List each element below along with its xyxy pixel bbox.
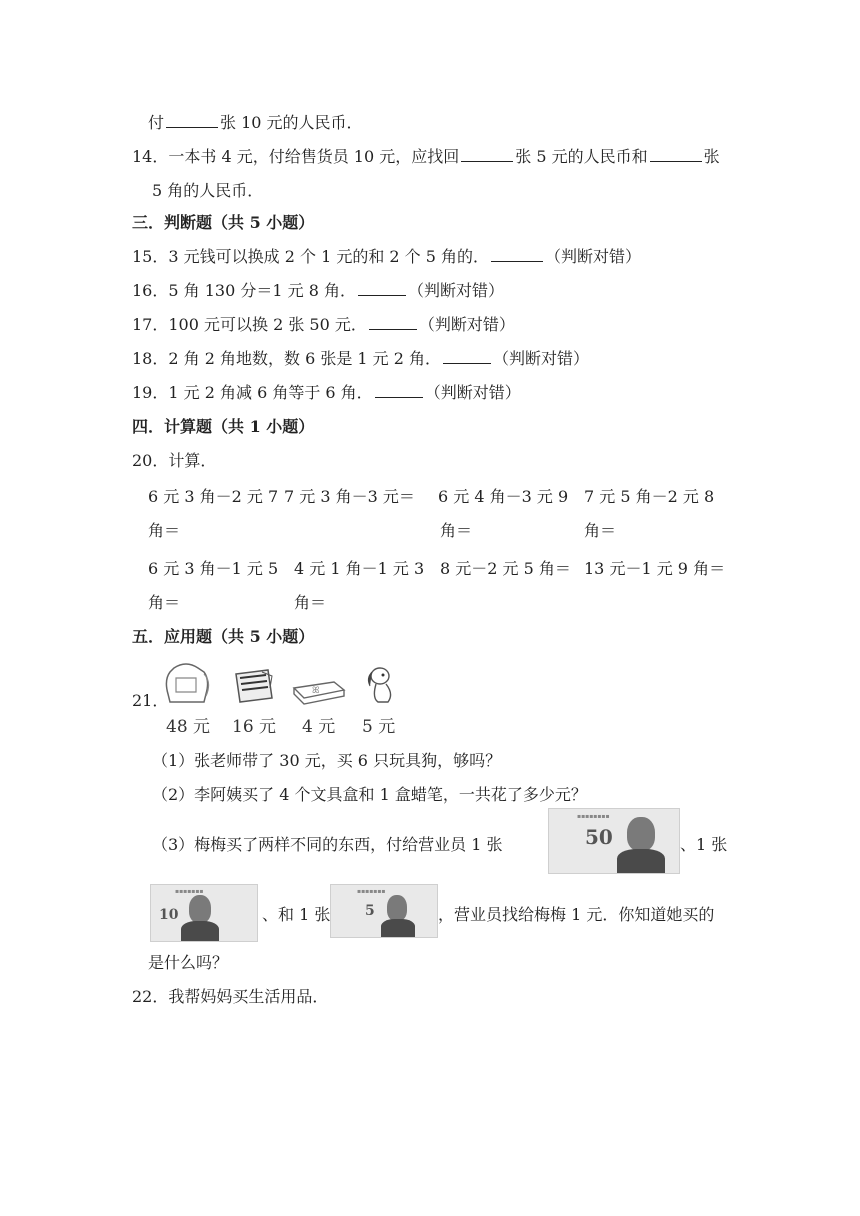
section-3-title: 三．判断题（共 5 小题）	[132, 213, 315, 232]
question-17: 17．100 元可以换 2 张 50 元． （判断对错）	[132, 315, 515, 334]
calc-4-wrap: 角＝	[584, 521, 617, 540]
calc-2: 7 元 3 角－3 元＝	[284, 487, 415, 506]
q16-blank[interactable]	[358, 281, 406, 296]
q21-sub-3-a: （3）梅梅买了两样不同的东西，付给营业员 1 张	[152, 835, 503, 854]
q18-blank[interactable]	[443, 349, 491, 364]
q21-sub-1: （1）张老师带了 30 元，买 6 只玩具狗，够吗？	[152, 751, 502, 770]
price-toy-dog: 5 元	[362, 717, 396, 737]
calc-1: 6 元 3 角－2 元 7	[148, 487, 279, 506]
question-15: 15．3 元钱可以换成 2 个 1 元的和 2 个 5 角的． （判断对错）	[132, 247, 642, 266]
q21-sub-3-e: 是什么吗？	[148, 953, 229, 972]
q19-blank[interactable]	[375, 383, 423, 398]
q17-blank[interactable]	[369, 315, 417, 330]
q13-answer-blank[interactable]	[166, 113, 218, 128]
backpack-icon	[160, 662, 212, 706]
calc-8: 13 元－1 元 9 角＝	[584, 559, 726, 578]
section-5-title: 五．应用题（共 5 小题）	[132, 627, 315, 646]
question-21-number: 21．	[132, 691, 169, 710]
section-4-title: 四．计算题（共 1 小题）	[132, 417, 315, 436]
banknote-10-image: ▪▪▪▪▪▪▪ 10	[150, 884, 258, 942]
q13-tail: 付 张 10 元的人民币．	[148, 113, 363, 132]
calc-5: 6 元 3 角－1 元 5	[148, 559, 279, 578]
banknote-50-image: ▪▪▪▪▪▪▪▪ 50	[548, 808, 680, 874]
pencil-case-icon	[232, 668, 276, 706]
calc-7: 8 元－2 元 5 角＝	[440, 559, 571, 578]
calc-3: 6 元 4 角－3 元 9	[438, 487, 569, 506]
calc-5-wrap: 角＝	[148, 593, 181, 612]
question-14: 14．一本书 4 元，付给售货员 10 元，应找回 张 5 元的人民币和 张	[132, 147, 720, 166]
price-pencil-case: 16 元	[232, 717, 277, 737]
price-crayons: 4 元	[302, 717, 336, 737]
toy-dog-icon	[364, 664, 398, 706]
q21-sub-3-c: 、和 1 张	[262, 905, 331, 924]
q15-blank[interactable]	[491, 247, 543, 262]
calc-6: 4 元 1 角－1 元 3	[294, 559, 425, 578]
calc-1-wrap: 角＝	[148, 521, 181, 540]
q14-blank-2[interactable]	[650, 147, 702, 162]
question-16: 16．5 角 130 分＝1 元 8 角． （判断对错）	[132, 281, 504, 300]
q14-blank-1[interactable]	[461, 147, 513, 162]
banknote-5-image: ▪▪▪▪▪▪▪ 5	[330, 884, 438, 938]
calc-3-wrap: 角＝	[440, 521, 473, 540]
question-20-title: 20．计算．	[132, 451, 217, 470]
crayon-box-icon	[290, 678, 348, 706]
question-18: 18．2 角 2 角地数，数 6 张是 1 元 2 角． （判断对错）	[132, 349, 590, 368]
q21-sub-2: （2）李阿姨买了 4 个文具盒和 1 盒蜡笔，一共花了多少元？	[152, 785, 587, 804]
question-14-line2: 5 角的人民币．	[152, 181, 264, 200]
q21-sub-3-b: 、1 张	[680, 835, 728, 854]
question-19: 19．1 元 2 角减 6 角等于 6 角． （判断对错）	[132, 383, 521, 402]
question-22: 22．我帮妈妈买生活用品．	[132, 987, 329, 1006]
calc-6-wrap: 角＝	[294, 593, 327, 612]
svg-text:ꕤ: ꕤ	[312, 686, 320, 696]
price-backpack: 48 元	[166, 717, 211, 737]
calc-4: 7 元 5 角－2 元 8	[584, 487, 715, 506]
q21-sub-3-d: ，营业员找给梅梅 1 元．你知道她买的	[438, 905, 715, 924]
